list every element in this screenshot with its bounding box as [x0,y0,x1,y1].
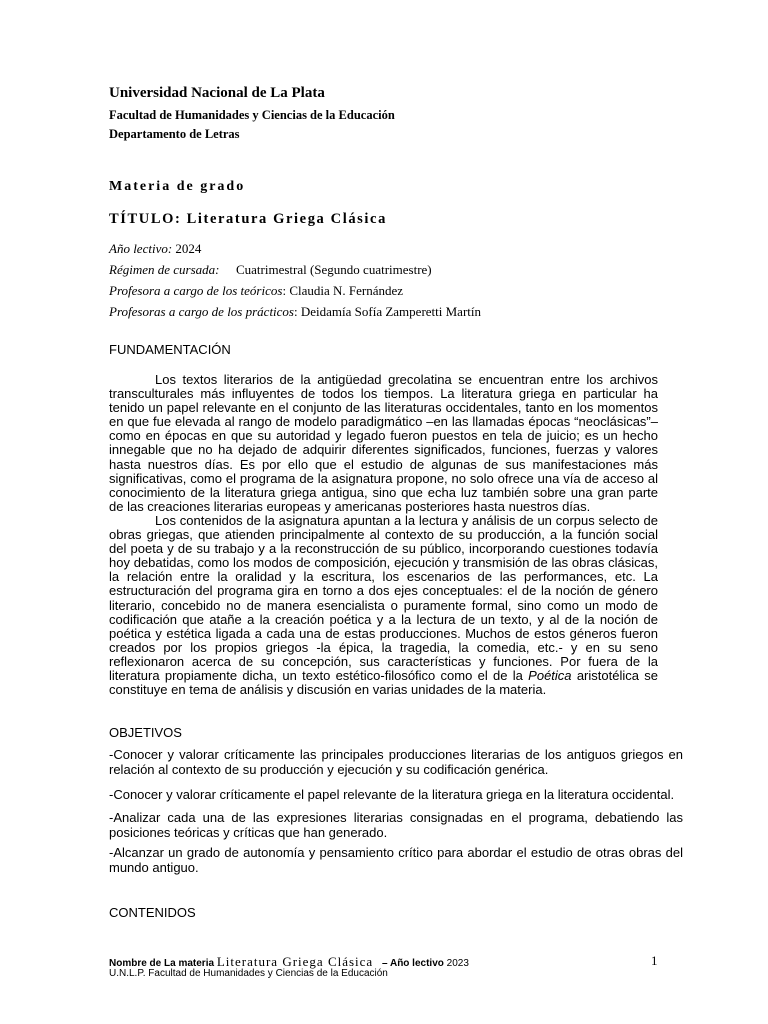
fundamentacion-body [109,373,658,697]
practice-line: Profesoras a cargo de los prácticos: Deidamía Sofía Zamperetti Martín [109,304,482,319]
objective-item: -Conocer y valorar críticamente el papel relevante de la literatura griega en la literatura occidental. [109,787,675,802]
poetica-italic: Poética [528,667,572,683]
university-name: Universidad Nacional de La Plata [109,85,325,101]
footer-name-label: Nombre de La materia [109,958,215,969]
practice-label: Profesoras a cargo de los prácticos [109,304,294,319]
theory-line: Profesora a cargo de los teóricos: Claudia N. Fernández [109,283,404,298]
practice-value: Deidamía Sofía Zamperetti Martín [300,304,482,319]
course-type: Materia de grado [109,179,246,194]
footer-year-label: – Año lectivo [382,958,444,969]
year-label: Año lectivo: [109,241,173,256]
faculty-name: Facultad de Humanidades y Ciencias de la Educación [109,108,395,122]
footer-course-title: Literatura Griega Clásica [216,954,374,969]
paragraph-text: Los contenidos de la asignatura apuntan a la lectura y análisis de un corpus selecto de obras griegas, que atienden principalmente al contexto de su producción, a la función social del poeta y de su trabajo y a la reconstrucción de su público, incorporando cuestiones todavía hoy debatidas, como los modos de composición, ejecución y transmisión de las obras clásicas, la relación entre la oralidad y la escritura, los escenarios de las performances, etc. La estructuración del programa gira en torno a dos ejes conceptuales: el de la noción de género literario, concebido no de manera esencialista o puramente formal, sino como un modo de codificación que atañe a la creación poética y a la lectura de un texto, y al de la noción de poética y estética ligada a cada una de estas producciones. Muchos de estos géneros fueron creados por los propios griegos -la épica, la tragedia, la comedia, etc.- y en su seno reflexionaron acerca de su concepción, sus características y funciones. Por fuera de la literatura propiamente dicha, un texto estético-filosófico como el de la [109,512,658,683]
section-heading-contenidos: CONTENIDOS [109,905,196,920]
footer-year-value: 2023 [446,958,469,969]
course-title: TÍTULO: Literatura Griega Clásica [109,211,387,227]
fundamentacion-paragraph-1: Los textos literarios de la antigüedad grecolatina se encuentran entre los archivos transculturales más influyentes de todos los tiempos. La literatura griega en particular ha tenido un papel relevante en el conjunto de las literaturas occidentales, tanto en los momentos en que fue elevada al rango de modelo paradigmático –en las llamadas épocas “neoclásicas”– como en épocas en que su autoridad y legado fueron puestos en tela de juicio; es un hecho innegable que no ha dejado de adquirir diferentes significados, funciones, fuerzas y valores hasta nuestros días. Es por ello que el estudio de algunas de sus manifestaciones más significativas, como el programa de la asignatura propone, no solo ofrece una vía de acceso al conocimiento de la literatura griega antigua, sino que echa luz también sobre una gran parte de las creaciones literarias europeas y americanas posteriores hasta nuestros días. [109,372,658,514]
objective-item: -Alcanzar un grado de autonomía y pensamiento crítico para abordar el estudio de otras obras del mundo antiguo. [109,845,683,875]
page-number: 1 [651,953,658,968]
objective-item: -Analizar cada una de las expresiones literarias consignadas en el programa, debatiendo las posiciones teóricas y críticas que han generado. [109,810,683,840]
theory-label: Profesora a cargo de los teóricos [109,283,283,298]
department-name: Departamento de Letras [109,127,240,141]
year-value: 2024 [175,241,202,256]
paragraph-text: aristotélica se constituye en tema de análisis y discusión en varias unidades de la materia. [109,667,658,698]
section-heading-objetivos: OBJETIVOS [109,725,182,740]
regime-label: Régimen de cursada: [109,262,220,277]
regime-value: Cuatrimestral (Segundo cuatrimestre) [235,262,432,277]
fundamentacion-paragraph-2 [109,514,658,697]
year-line [109,241,201,257]
theory-value: Claudia N. Fernández [289,283,404,298]
section-heading-fundamentacion: FUNDAMENTACIÓN [109,342,231,357]
regime-line [109,262,432,278]
objective-item: -Conocer y valorar críticamente las principales producciones literarias de los antiguos griegos en relación al contexto de su producción y ejecución y su codificación genérica. [109,747,683,777]
footer-institution: U.N.L.P. Facultad de Humanidades y Ciencias de la Educación [109,968,388,979]
